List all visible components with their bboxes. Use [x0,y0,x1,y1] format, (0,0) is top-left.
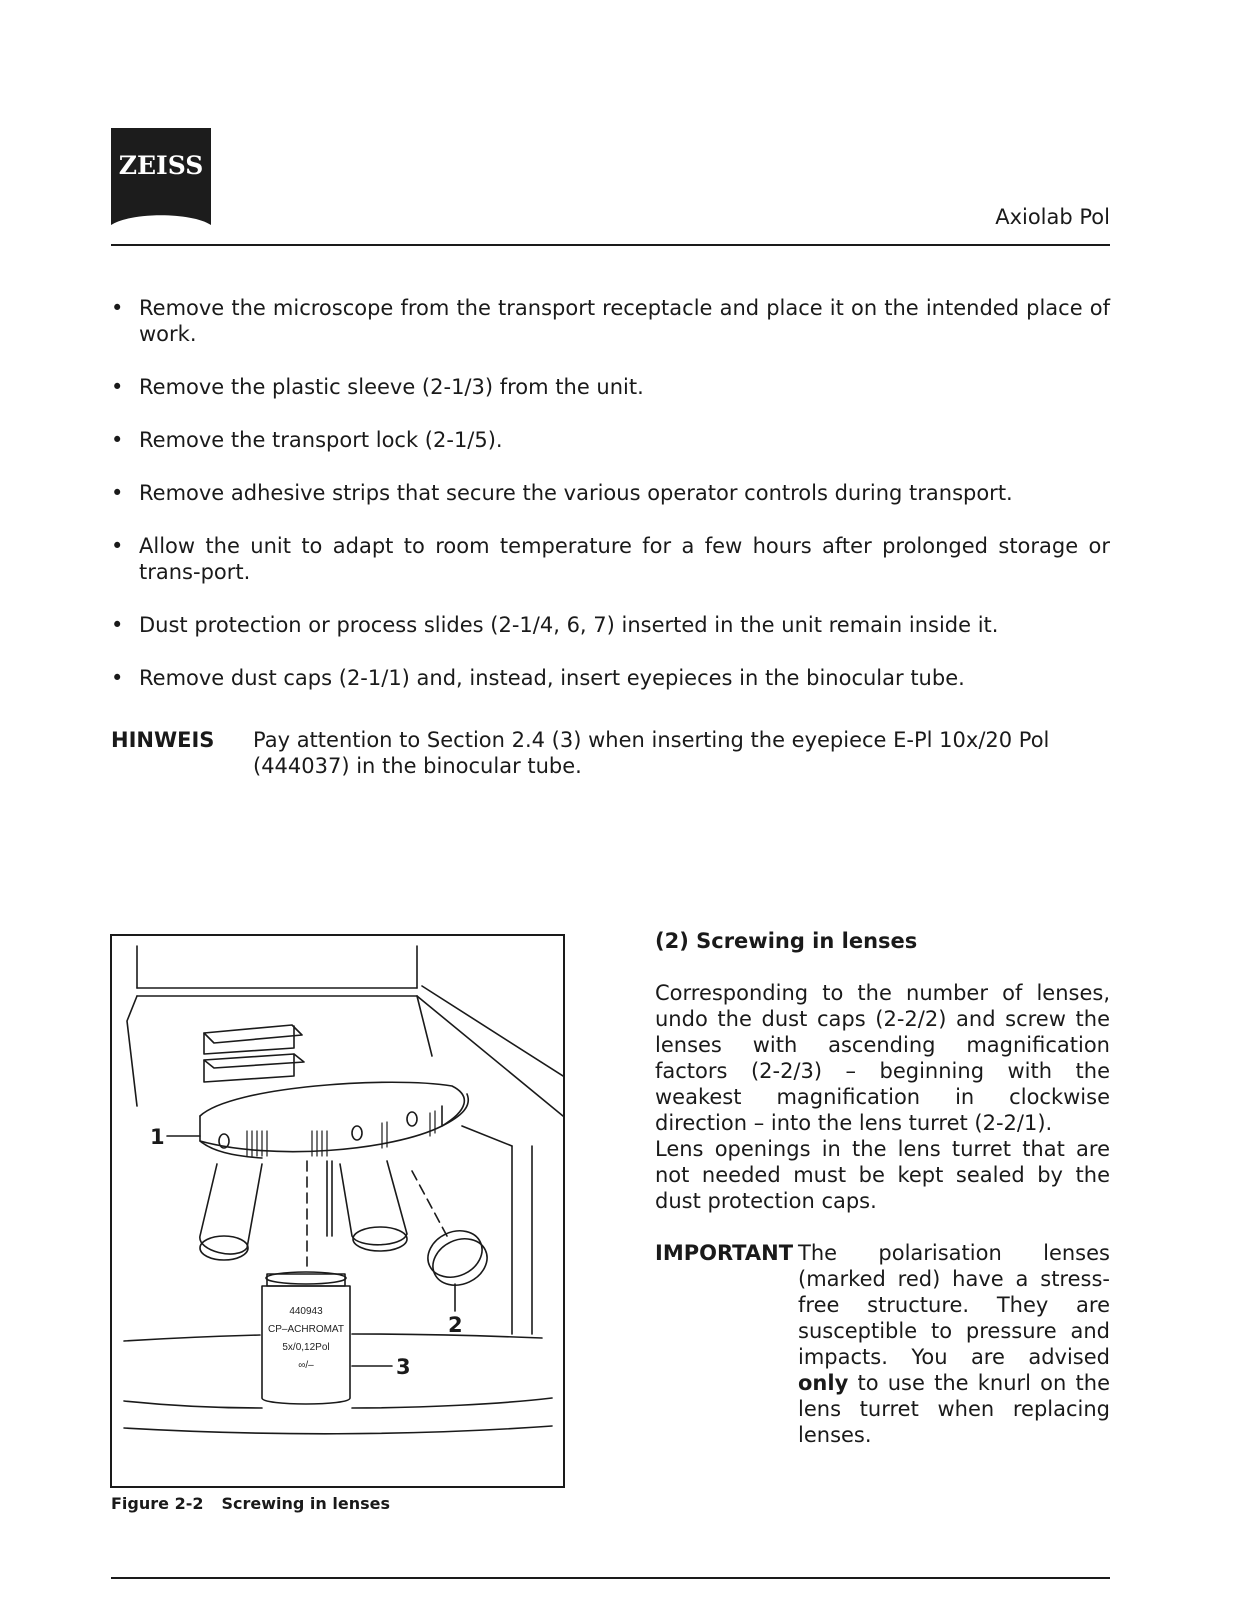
important-note [655,1240,1110,1448]
important-label: IMPORTANT [655,1241,794,1265]
logo-text: ZEISS [118,151,204,180]
figure-caption [111,1494,390,1513]
callout-1: 1 [150,1125,165,1149]
list-item: • Remove adhesive strips that secure the various operator controls during transport. [111,481,1013,505]
list-item: • Dust protection or process slides (2-1/4, 6, 7) inserted in the unit remain inside it. [111,613,999,637]
lens-label-magnification: 5x/0,12Pol [282,1342,330,1353]
section-heading: (2) Screwing in lenses [655,929,918,953]
list-item: • Allow the unit to adapt to room temperature for a few hours after prolonged storage or trans-port. [111,534,1110,584]
lens-turret-drawing [112,936,563,1486]
section-screwing-lenses [655,928,1110,1448]
list-item: • Remove the transport lock (2-1/5). [111,428,503,452]
header-divider [111,244,1110,246]
note-text: Pay attention to Section 2.4 (3) when inserting the eyepiece E-Pl 10x/20 Pol (444037) in the binocular tube. [253,728,1050,778]
hinweis-note [111,727,1110,779]
figure-number: Figure 2-2 [111,1494,204,1513]
list-item: • Remove the microscope from the transport receptacle and place it on the intended place of work. [111,296,1110,346]
figure-illustration [110,934,565,1488]
section-paragraph: Corresponding to the number of lenses, undo the dust caps (2-2/2) and screw the lenses with ascending magnification factors (2-2/3) – beginning with the weakest magnification in clockwise direction – into the lens turret (2-2/1). [655,981,1110,1135]
zeiss-logo [111,128,211,228]
figure-title: Screwing in lenses [221,1494,390,1513]
callout-3: 3 [396,1355,411,1379]
callout-2: 2 [448,1313,463,1337]
instruction-list [111,295,1110,718]
list-item: • Remove the plastic sleeve (2-1/3) from the unit. [111,375,644,399]
footer-divider [111,1577,1110,1579]
document-title: Axiolab Pol [995,205,1110,229]
emphasis-only: only [798,1371,849,1395]
note-label: HINWEIS [111,728,215,752]
lens-label-number: 440943 [289,1306,323,1317]
lens-label-tube: ∞/– [298,1360,314,1371]
important-text: The polarisation lenses (marked red) have a stress-free structure. They are susceptible to pressure and impacts. You are advised only to use the knurl on the lens turret when replacing lenses. [798,1241,1110,1447]
list-item: • Remove dust caps (2-1/1) and, instead, insert eyepieces in the binocular tube. [111,666,965,690]
section-paragraph: Lens openings in the lens turret that are not needed must be kept sealed by the dust protection caps. [655,1137,1110,1213]
lens-label-type: CP–ACHROMAT [268,1324,344,1335]
